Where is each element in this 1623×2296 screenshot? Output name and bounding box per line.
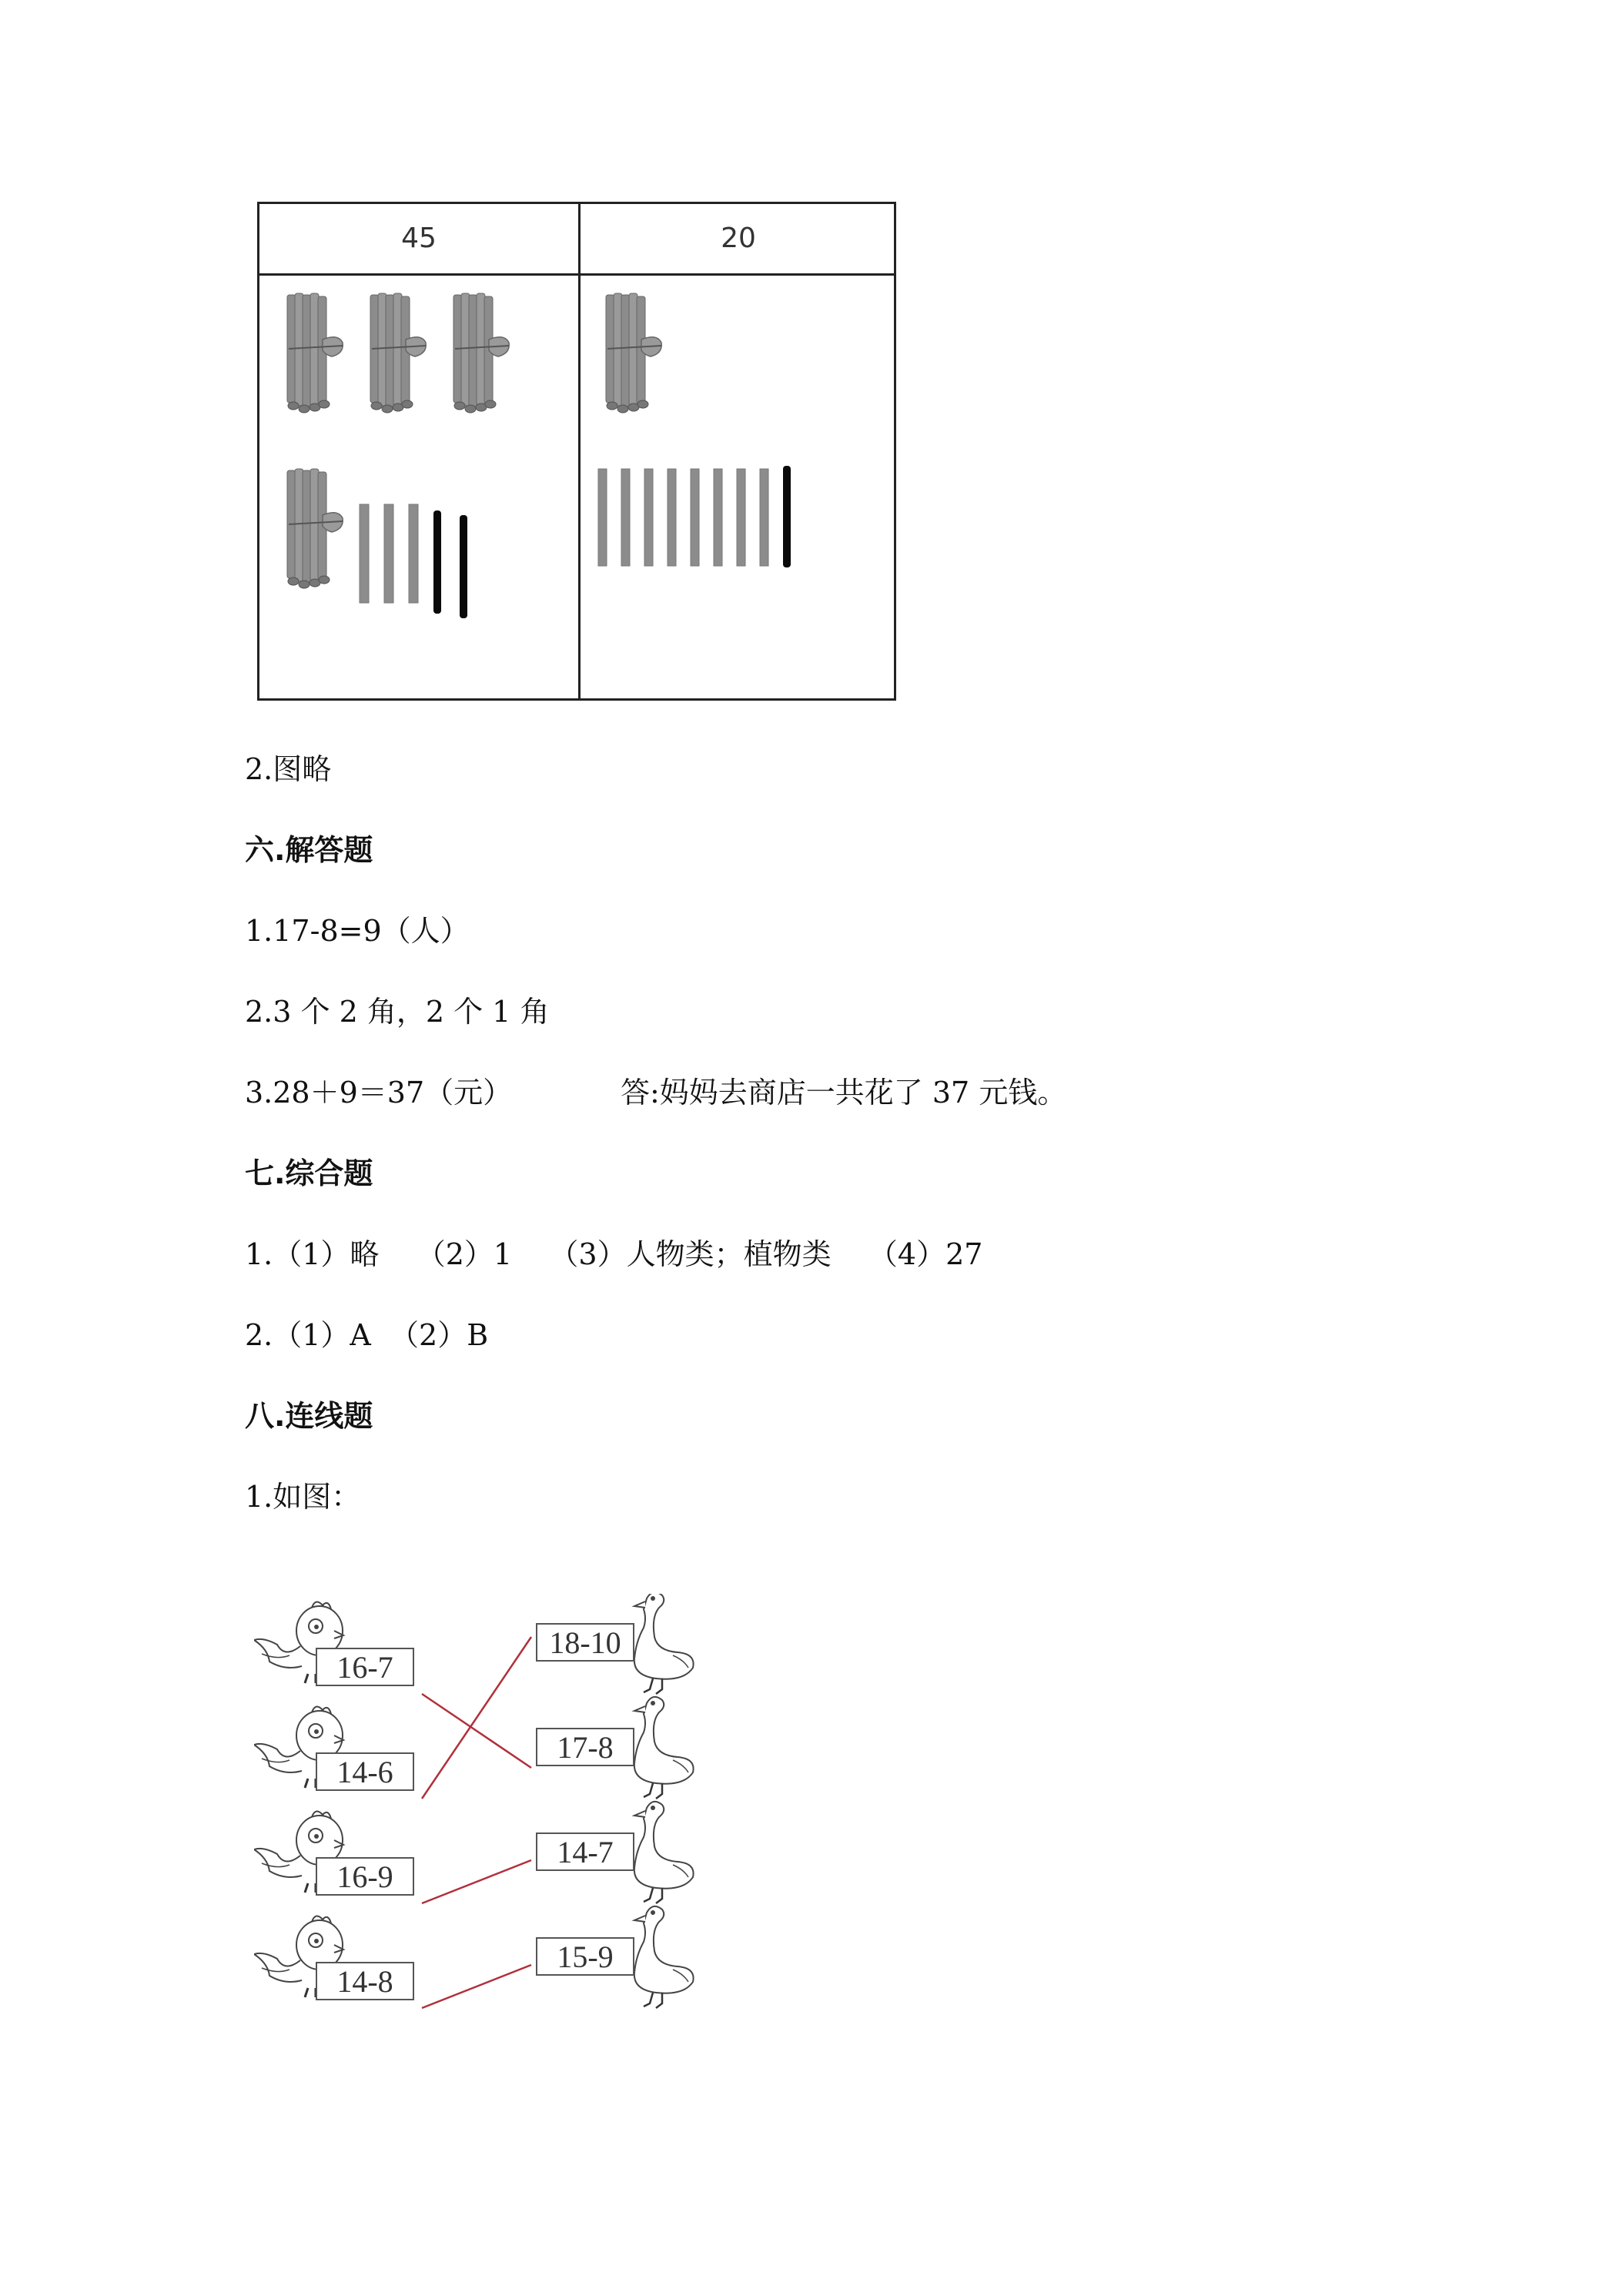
left-expression-box: 16-9 <box>316 1857 414 1896</box>
goose-column <box>634 1594 694 2008</box>
match-line <box>422 1860 531 1903</box>
single-stick-gray <box>384 504 393 603</box>
match-line <box>422 1637 531 1799</box>
single-stick-black <box>433 510 441 614</box>
stick-bundle <box>287 293 343 413</box>
single-stick-gray <box>360 504 369 603</box>
header-left: 45 <box>401 223 437 254</box>
left-expression-box: 14-8 <box>316 1962 414 2000</box>
answer-line-6: 2.（1）A （2）B <box>245 1318 489 1352</box>
answer-line-5: 1.（1）略 （2）1 （3）人物类；植物类 （4）27 <box>245 1237 983 1271</box>
stick-table <box>257 202 896 701</box>
answer-line-3: 2.3 个 2 角，2 个 1 角 <box>245 995 550 1029</box>
answer-line-7: 1.如图： <box>245 1480 361 1514</box>
single-stick-black <box>460 515 467 618</box>
header-right: 20 <box>721 223 756 254</box>
right-expression-box: 18-10 <box>536 1623 634 1662</box>
single-stick-gray <box>409 504 418 603</box>
stick-bundle <box>453 293 509 413</box>
single-stick-gray <box>691 469 699 566</box>
stick-bundle <box>606 293 661 413</box>
single-stick-gray <box>714 469 722 566</box>
match-line <box>422 1694 531 1768</box>
stick-bundle <box>370 293 426 413</box>
single-stick-black <box>783 466 791 567</box>
goose-icon <box>634 1906 694 2008</box>
right-expression-box: 17-8 <box>536 1728 634 1766</box>
section-heading-6: 六.解答题 <box>245 833 373 867</box>
single-stick-gray <box>737 469 745 566</box>
left-expression-box: 16-7 <box>316 1648 414 1686</box>
answer-line-4b: 答:妈妈去商店一共花了 37 元钱。 <box>621 1076 1067 1110</box>
single-stick-gray <box>668 469 676 566</box>
answer-line-1: 2.图略 <box>245 752 332 786</box>
right-sticks <box>598 293 791 567</box>
section-heading-8: 八.连线题 <box>245 1399 373 1433</box>
goose-icon <box>634 1594 694 1694</box>
single-stick-gray <box>598 469 607 566</box>
matching-lines <box>422 1637 531 2008</box>
matching-figure <box>254 1594 716 2025</box>
single-stick-gray <box>621 469 630 566</box>
goose-icon <box>634 1802 694 1903</box>
answer-line-4a: 3.28＋9＝37（元） <box>245 1076 513 1110</box>
sticks-illustration <box>259 204 895 700</box>
stick-bundle <box>287 469 343 588</box>
right-expression-box: 15-9 <box>536 1937 634 1976</box>
goose-icon <box>634 1697 694 1799</box>
single-stick-gray <box>760 469 768 566</box>
right-expression-box: 14-7 <box>536 1832 634 1871</box>
single-stick-gray <box>644 469 653 566</box>
match-line <box>422 1965 531 2008</box>
left-sticks <box>287 293 509 618</box>
left-expression-box: 14-6 <box>316 1752 414 1791</box>
answer-line-2: 1.17-8=9（人） <box>245 914 470 948</box>
section-heading-7: 七.综合题 <box>245 1156 373 1190</box>
